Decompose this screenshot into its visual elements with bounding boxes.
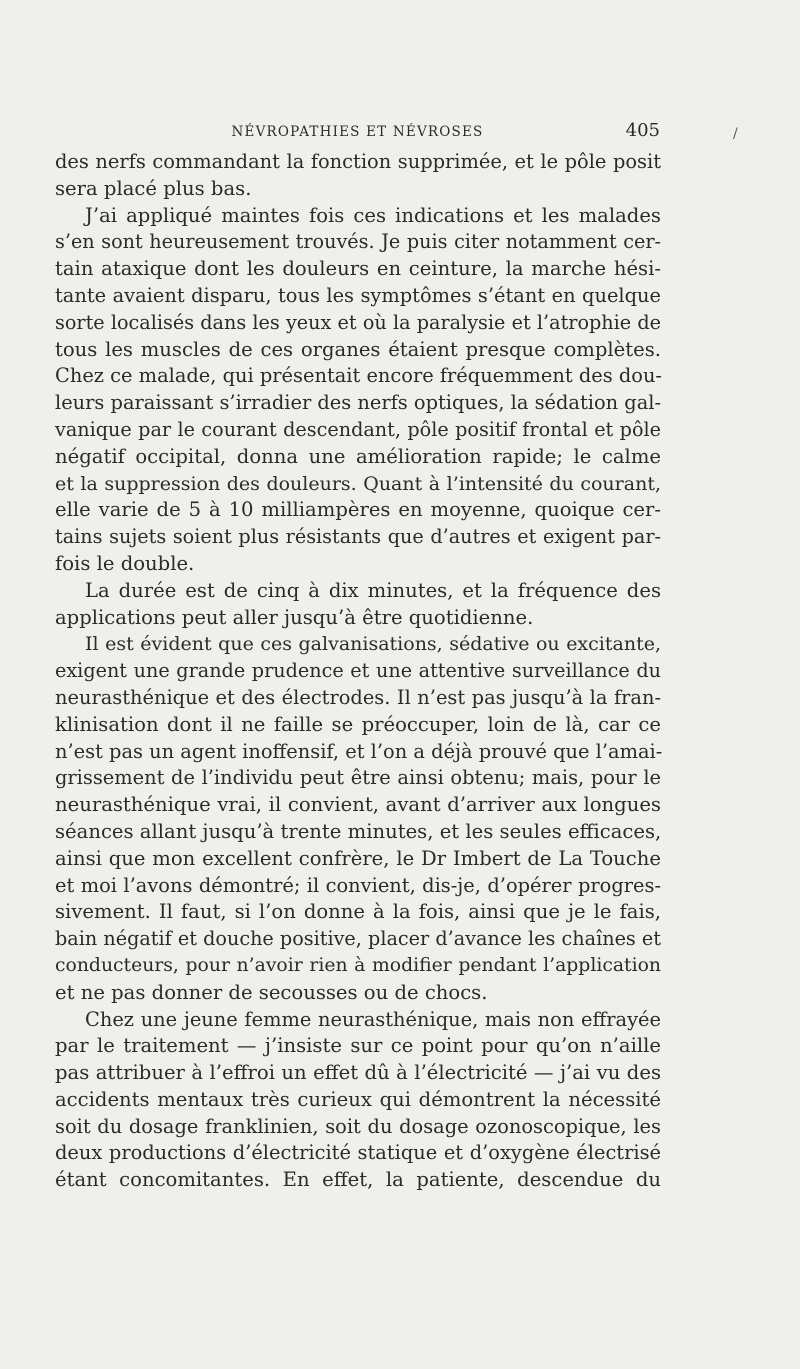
text-line: étant concomitantes. En effet, la patiente, descendue du [55,1168,661,1192]
text-line: La durée est de cinq à dix minutes, et la fréquence des [85,578,661,602]
text-line: applications peut aller jusqu’à être quotidienne. [55,605,534,629]
text-line: exigent une grande prudence et une attentive surveillance du [55,659,661,683]
text-line: ainsi que mon excellent confrère, le Dr Imbert de La Touche [55,846,661,870]
text-line: Il est évident que ces galvanisations, sédative ou excitante, [85,633,661,656]
text-line: tante avaient disparu, tous les symptômes s’étant en quelque [55,283,661,307]
text-line: conducteurs, pour n’avoir rien à modifier pendant l’application [55,954,661,976]
text-line: neurasthénique et des électrodes. Il n’est pas jusqu’à la fran- [55,685,661,709]
page-number: 405 [625,120,660,141]
running-title: NÉVROPATHIES ET NÉVROSES [231,124,484,140]
running-header [55,117,660,145]
text-line: et la suppression des douleurs. Quant à l’intensité du courant, [55,472,661,495]
text-line: soit du dosage franklinien, soit du dosage ozonoscopique, les [55,1114,661,1138]
text-line: et ne pas donner de secousses ou de chocs. [55,980,488,1004]
text-line: vanique par le courant descendant, pôle positif frontal et pôle [55,417,661,441]
text-line: séances allant jusqu’à trente minutes, et les seules efficaces, [55,819,662,843]
text-line: klinisation dont il ne faille se préoccuper, loin de là, car ce [55,712,661,736]
text-line: J’ai appliqué maintes fois ces indications et les malades [85,203,661,227]
body-text [55,149,661,1194]
text-line: pas attribuer à l’effroi un effet dû à l’électricité — j’ai vu des [55,1061,661,1085]
text-line: tous les muscles de ces organes étaient presque complètes. [55,337,661,361]
text-line: sivement. Il faut, si l’on donne à la fois, ainsi que je le fais, [55,900,661,924]
text-line: Chez ce malade, qui présentait encore fréquemment des dou- [55,364,662,388]
text-line: leurs paraissant s’irradier des nerfs optiques, la sédation gal- [55,391,662,415]
margin-mark: / [733,126,738,142]
text-line: tains sujets soient plus résistants que d’autres et exigent par- [55,525,661,549]
text-line: sorte localisés dans les yeux et où la paralysie et l’atrophie de [55,310,661,334]
text-line: des nerfs commandant la fonction supprimée, et le pôle posit [55,150,661,173]
text-line: grissement de l’individu peut être ainsi obtenu; mais, pour le [55,766,661,790]
text-line: négatif occipital, donna une amélioration rapide; le calme [55,444,661,468]
text-line: Chez une jeune femme neurasthénique, mais non effrayée [85,1007,661,1031]
text-line: elle varie de 5 à 10 milliampères en moyenne, quoique cer- [55,498,661,522]
text-line: tain ataxique dont les douleurs en ceinture, la marche hési- [55,257,661,281]
text-line: neurasthénique vrai, il convient, avant d’arriver aux longues [55,793,661,817]
text-line: fois le double. [55,551,195,575]
text-line: bain négatif et douche positive, placer d’avance les chaînes et [55,927,661,951]
text-line: deux productions d’électricité statique et d’oxygène électrisé [55,1141,661,1165]
text-line: sera placé plus bas. [55,176,252,200]
text-line: et moi l’avons démontré; il convient, dis-je, d’opérer progres- [55,873,661,897]
text-line: par le traitement — j’insiste sur ce point pour qu’on n’aille [55,1034,661,1058]
text-line: n’est pas un agent inoffensif, et l’on a déjà prouvé que l’amai- [55,739,663,763]
text-line: accidents mentaux très curieux qui démontrent la nécessité [55,1087,661,1111]
text-line: s’en sont heureusement trouvés. Je puis citer notamment cer- [55,230,661,254]
